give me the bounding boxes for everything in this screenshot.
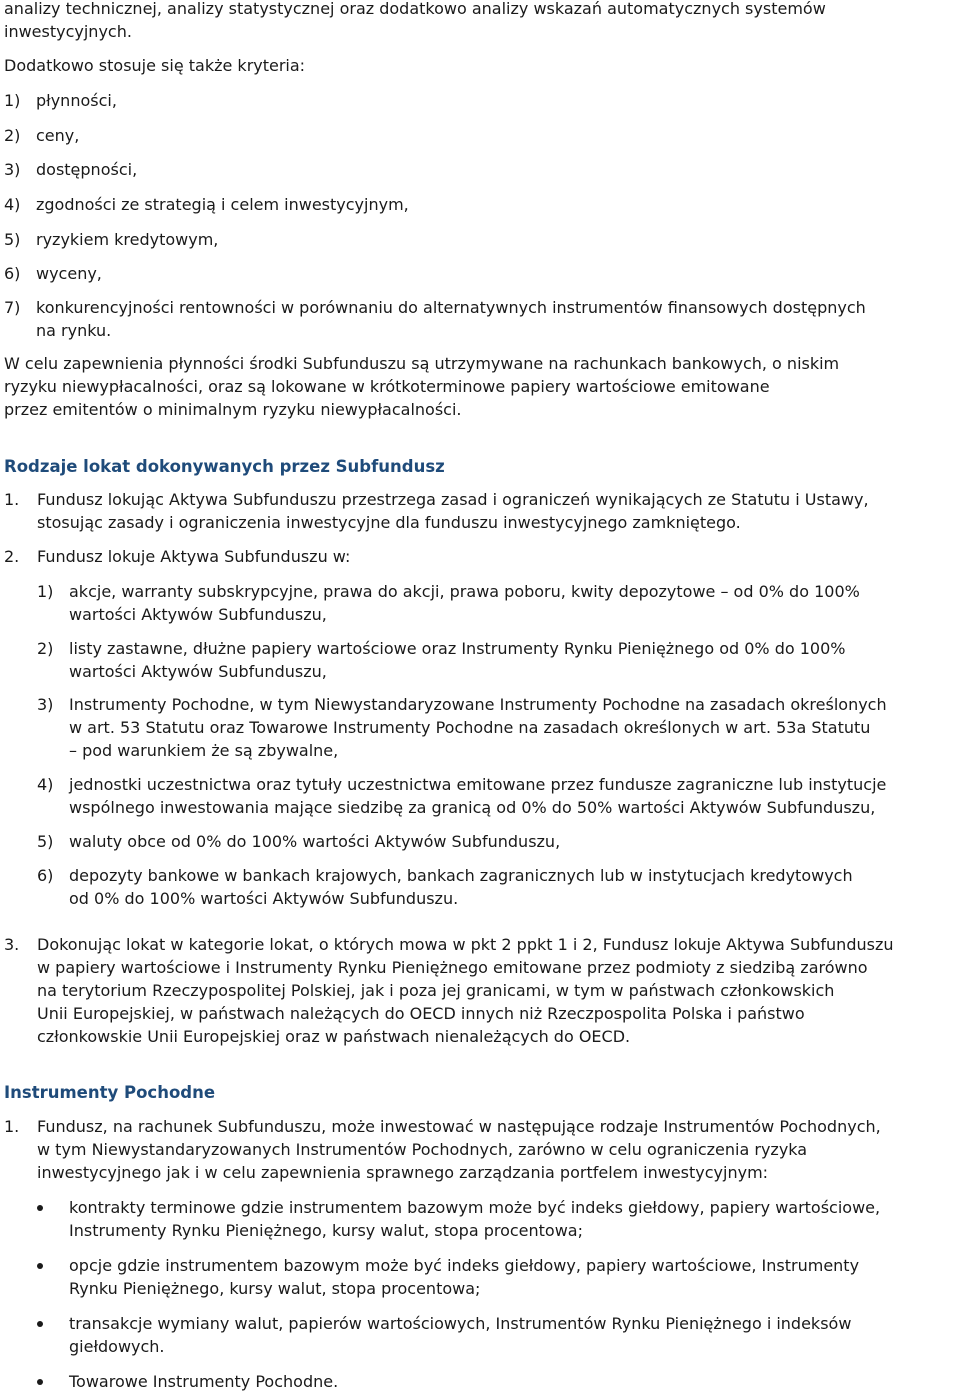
paragraph-line: Dokonując lokat w kategorie lokat, o których mowa w pkt 2 ppkt 1 i 2, Fundusz lokuje Aktywa Subfunduszu	[37, 935, 894, 954]
item-line: listy zastawne, dłużne papiery wartościowe oraz Instrumenty Rynku Pieniężnego od 0% do 100%	[69, 639, 846, 658]
bullet-line: Instrumenty Rynku Pieniężnego, kursy walut, stopa procentowa;	[69, 1221, 583, 1240]
item-line: jednostki uczestnictwa oraz tytuły uczestnictwa emitowane przez fundusze zagraniczne lub instytucje	[69, 775, 887, 794]
item-line: w art. 53 Statutu oraz Towarowe Instrumenty Pochodne na zasadach określonych w art. 53a Statutu	[69, 718, 871, 737]
bullet-icon	[37, 1379, 43, 1385]
paragraph-number: 1.	[4, 490, 20, 509]
intro-line-1: analizy technicznej, analizy statystycznej oraz dodatkowo analizy wskazań automatycznych systemów	[4, 0, 826, 18]
item-number: 6)	[37, 866, 54, 885]
criteria-number: 7)	[4, 298, 21, 317]
paragraph-line: stosując zasady i ograniczenia inwestycyjne dla funduszu inwestycyjnego zamkniętego.	[37, 513, 741, 532]
section-heading-derivatives: Instrumenty Pochodne	[4, 1083, 216, 1102]
criteria-number: 1)	[4, 91, 21, 110]
criteria-number: 6)	[4, 264, 21, 283]
paragraph-line: inwestycyjnego jak i w celu zapewnienia sprawnego zarządzania portfelem inwestycyjnym:	[37, 1163, 769, 1182]
paragraph-line: członkowskie Unii Europejskiej oraz w państwach nienależących do OECD.	[37, 1027, 631, 1046]
paragraph-line: w tym Niewystandaryzowanych Instrumentów Pochodnych, zarówno w celu ograniczenia ryzyka	[37, 1140, 808, 1159]
item-number: 4)	[37, 775, 54, 794]
paragraph-number: 2.	[4, 547, 20, 566]
criteria-item: ceny,	[36, 126, 80, 145]
criteria-intro: Dodatkowo stosuje się także kryteria:	[4, 56, 306, 75]
bullet-line: giełdowych.	[69, 1337, 165, 1356]
paragraph-line: w papiery wartościowe i Instrumenty Rynku Pieniężnego emitowane przez podmioty z siedzibą zarówno	[37, 958, 868, 977]
item-number: 5)	[37, 832, 54, 851]
bullet-line: Towarowe Instrumenty Pochodne.	[69, 1372, 339, 1391]
liquidity-line-2: ryzyku niewypłacalności, oraz są lokowane w krótkoterminowe papiery wartościowe emitowane	[4, 377, 770, 396]
item-line: wspólnego inwestowania mające siedzibę za granicą od 0% do 50% wartości Aktywów Subfunduszu,	[69, 798, 876, 817]
criteria-item: konkurencyjności rentowności w porównaniu do alternatywnych instrumentów finansowych dostępnych	[36, 298, 866, 317]
bullet-line: opcje gdzie instrumentem bazowym może być indeks giełdowy, papiery wartościowe, Instrumenty	[69, 1256, 860, 1275]
criteria-number: 2)	[4, 126, 21, 145]
bullet-line: Rynku Pieniężnego, kursy walut, stopa procentowa;	[69, 1279, 481, 1298]
paragraph-line: Unii Europejskiej, w państwach należących do OECD innych niż Rzeczpospolita Polska i państwo	[37, 1004, 805, 1023]
criteria-number: 4)	[4, 195, 21, 214]
item-number: 1)	[37, 582, 54, 601]
item-line: – pod warunkiem że są zbywalne,	[69, 741, 339, 760]
bullet-line: transakcje wymiany walut, papierów wartościowych, Instrumentów Rynku Pieniężnego i indeksów	[69, 1314, 852, 1333]
paragraph-line: Fundusz lokuje Aktywa Subfunduszu w:	[37, 547, 351, 566]
paragraph-number: 1.	[4, 1117, 20, 1136]
bullet-line: kontrakty terminowe gdzie instrumentem bazowym może być indeks giełdowy, papiery wartościowe,	[69, 1198, 881, 1217]
intro-line-2: inwestycyjnych.	[4, 22, 132, 41]
bullet-icon	[37, 1321, 43, 1327]
item-line: depozyty bankowe w bankach krajowych, bankach zagranicznych lub w instytucjach kredytowych	[69, 866, 853, 885]
paragraph-line: Fundusz, na rachunek Subfunduszu, może inwestować w następujące rodzaje Instrumentów Pochodnych,	[37, 1117, 881, 1136]
criteria-item: ryzykiem kredytowym,	[36, 230, 219, 249]
item-number: 3)	[37, 695, 54, 714]
criteria-item: zgodności ze strategią i celem inwestycyjnym,	[36, 195, 409, 214]
paragraph-number: 3.	[4, 935, 20, 954]
section-heading-investments: Rodzaje lokat dokonywanych przez Subfundusz	[4, 457, 445, 476]
liquidity-line-3: przez emitentów o minimalnym ryzyku niewypłacalności.	[4, 400, 462, 419]
item-line: waluty obce od 0% do 100% wartości Aktywów Subfunduszu,	[69, 832, 561, 851]
criteria-item: dostępności,	[36, 160, 138, 179]
item-line: od 0% do 100% wartości Aktywów Subfunduszu.	[69, 889, 459, 908]
criteria-item: płynności,	[36, 91, 117, 110]
liquidity-line-1: W celu zapewnienia płynności środki Subfunduszu są utrzymywane na rachunkach bankowych, o niskim	[4, 354, 840, 373]
bullet-icon	[37, 1205, 43, 1211]
paragraph-line: na terytorium Rzeczypospolitej Polskiej, jak i poza jej granicami, w tym w państwach członkowskich	[37, 981, 835, 1000]
criteria-number: 3)	[4, 160, 21, 179]
bullet-icon	[37, 1263, 43, 1269]
criteria-item-continued: na rynku.	[36, 321, 112, 340]
item-line: wartości Aktywów Subfunduszu,	[69, 605, 327, 624]
item-line: akcje, warranty subskrypcyjne, prawa do akcji, prawa poboru, kwity depozytowe – od 0% do 100%	[69, 582, 860, 601]
item-line: Instrumenty Pochodne, w tym Niewystandaryzowane Instrumenty Pochodne na zasadach określonych	[69, 695, 887, 714]
paragraph-line: Fundusz lokując Aktywa Subfunduszu przestrzega zasad i ograniczeń wynikających ze Statutu i Ustawy,	[37, 490, 869, 509]
criteria-number: 5)	[4, 230, 21, 249]
item-number: 2)	[37, 639, 54, 658]
item-line: wartości Aktywów Subfunduszu,	[69, 662, 327, 681]
criteria-item: wyceny,	[36, 264, 102, 283]
